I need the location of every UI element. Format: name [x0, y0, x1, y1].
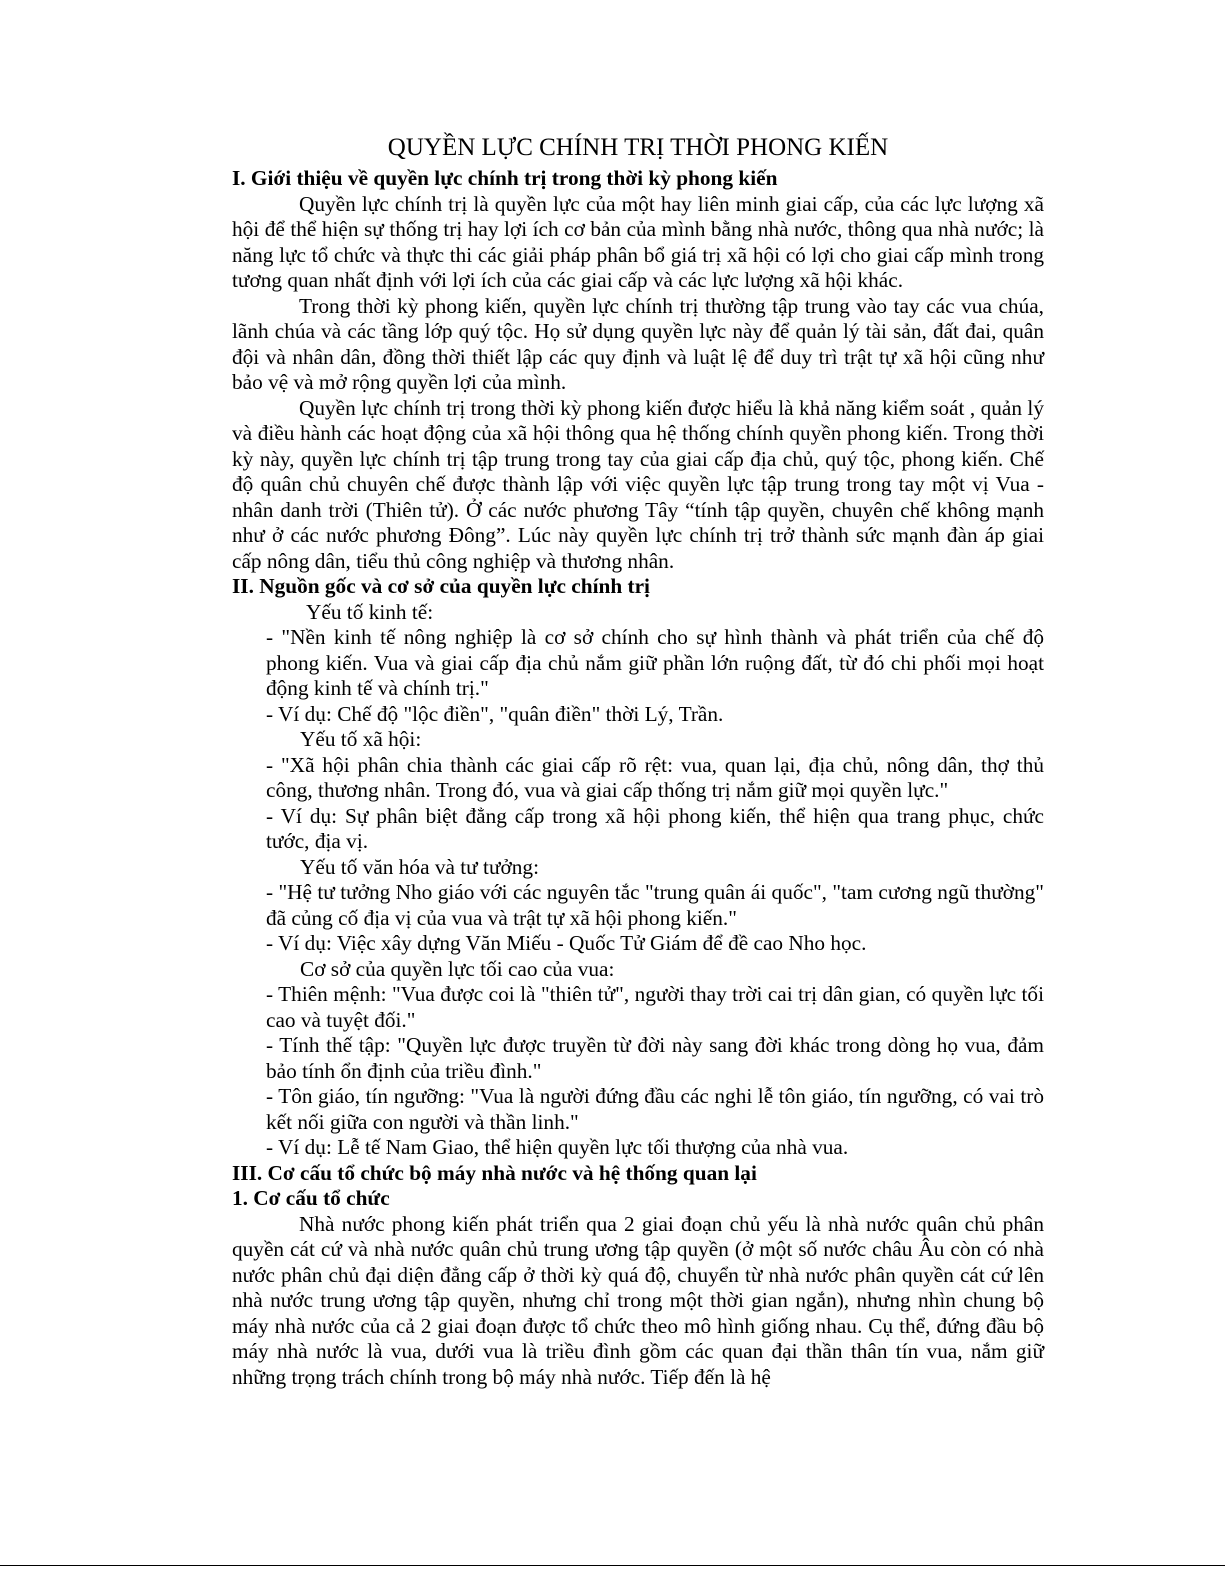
culture-factor-item: - "Hệ tư tưởng Nho giáo với các nguyên tắc "trung quân ái quốc", "tam cương ngũ thường" đã củng cố địa vị của vua và trật tự xã hội phong kiến."	[266, 880, 1044, 930]
section-2-heading: II. Nguồn gốc và cơ sở của quyền lực chính trị	[232, 574, 650, 598]
document-title: QUYỀN LỰC CHÍNH TRỊ THỜI PHONG KIẾN	[387, 134, 889, 161]
king-power-basis-label: Cơ sở của quyền lực tối cao của vua:	[300, 956, 615, 981]
economic-factor-label: Yếu tố kinh tế:	[306, 599, 434, 624]
social-factor-item: - "Xã hội phân chia thành các giai cấp rõ rệt: vua, quan lại, địa chủ, nông dân, thợ thủ công, thương nhân. Trong đó, vua và giai cấp thống trị nắm giữ mọi quyền lực."	[266, 752, 1044, 802]
king-power-basis-example: - Ví dụ: Lễ tế Nam Giao, thể hiện quyền lực tối thượng của nhà vua.	[266, 1135, 849, 1159]
culture-factor-example: - Ví dụ: Việc xây dựng Văn Miếu - Quốc Tử Giám để đề cao Nho học.	[266, 931, 867, 955]
section-3-paragraph-1: Nhà nước phong kiến phát triển qua 2 giai đoạn chủ yếu là nhà nước quân chủ phân quyền cát cứ và nhà nước quân chủ trung ương tập quyền (ở một số nước châu Âu còn có nhà nước phân chủ đại diện đẳng cấp ở thời kỳ quá độ, chuyển từ nhà nước phân quyền cát cứ lên nhà nước trung ương tập quyền, nhưng chỉ trong một thời gian ngắn), nhưng nhìn chung bộ máy nhà nước của cả 2 giai đoạn được tổ chức theo mô hình giống nhau. Cụ thể, đứng đầu bộ máy nhà nước là vua, dưới vua là triều đình gồm các quan đại thần thân tín vua, nắm giữ những trọng trách chính trong bộ máy nhà nước. Tiếp đến là hệ	[232, 1211, 1044, 1389]
social-factor-example: - Ví dụ: Sự phân biệt đẳng cấp trong xã hội phong kiến, thể hiện qua trang phục, chức tước, địa vị.	[266, 803, 1044, 853]
section-1-paragraph-1: Quyền lực chính trị là quyền lực của một hay liên minh giai cấp, của các lực lượng xã hội để thể hiện sự thống trị hay lợi ích cơ bản của mình bằng nhà nước, thông qua nhà nước; là năng lực tổ chức và thực thi các giải pháp phân bổ giá trị xã hội có lợi cho giai cấp mình trong tương quan nhất định với lợi ích của các giai cấp và các lực lượng xã hội khác.	[232, 191, 1044, 292]
section-3-subheading: 1. Cơ cấu tổ chức	[232, 1186, 390, 1210]
king-power-basis-item: - Tính thế tập: "Quyền lực được truyền từ đời này sang đời khác trong dòng họ vua, đảm bảo tính ổn định của triều đình."	[266, 1033, 1044, 1083]
social-factor-label: Yếu tố xã hội:	[300, 727, 422, 751]
section-1-paragraph-3: Quyền lực chính trị trong thời kỳ phong kiến được hiểu là khả năng kiểm soát , quản lý và điều hành các hoạt động của xã hội thông qua hệ thống chính quyền phong kiến. Trong thời kỳ này, quyền lực chính trị tập trung trong tay của giai cấp địa chủ, quý tộc, phong kiến. Chế độ quân chủ chuyên chế được thành lập với việc quyền lực tập trung trong tay một vị Vua - nhân danh trời (Thiên tử). Ở các nước phương Tây “tính tập quyền, chuyên chế không mạnh như ở các nước phương Đông”. Lúc này quyền lực chính trị trở thành sức mạnh đàn áp giai cấp nông dân, tiểu thủ công nghiệp và thương nhân.	[232, 395, 1044, 573]
section-1-heading: I. Giới thiệu về quyền lực chính trị trong thời kỳ phong kiến	[232, 166, 778, 190]
economic-factor-item: - "Nền kinh tế nông nghiệp là cơ sở chính cho sự hình thành và phát triển của chế độ phong kiến. Vua và giai cấp địa chủ nắm giữ phần lớn ruộng đất, từ đó chi phối mọi hoạt động kinh tế và chính trị."	[266, 625, 1044, 700]
section-3-heading: III. Cơ cấu tổ chức bộ máy nhà nước và hệ thống quan lại	[232, 1160, 757, 1185]
culture-factor-label: Yếu tố văn hóa và tư tưởng:	[300, 854, 539, 879]
section-1-paragraph-2: Trong thời kỳ phong kiến, quyền lực chính trị thường tập trung vào tay các vua chúa, lãnh chúa và các tầng lớp quý tộc. Họ sử dụng quyền lực này để quản lý tài sản, đất đai, quân đội và nhân dân, đồng thời thiết lập các quy định và luật lệ để duy trì trật tự xã hội cũng như bảo vệ và mở rộng quyền lợi của mình.	[232, 293, 1044, 394]
page-bottom-rule	[0, 1565, 1225, 1566]
document-page	[232, 133, 1044, 1390]
economic-factor-example: - Ví dụ: Chế độ "lộc điền", "quân điền" thời Lý, Trần.	[266, 701, 724, 726]
king-power-basis-item: - Tôn giáo, tín ngưỡng: "Vua là người đứng đầu các nghi lễ tôn giáo, tín ngưỡng, có vai trò kết nối giữa con người và thần linh."	[266, 1084, 1044, 1134]
king-power-basis-item: - Thiên mệnh: "Vua được coi là "thiên tử", người thay trời cai trị dân gian, có quyền lực tối cao và tuyệt đối."	[266, 982, 1044, 1032]
